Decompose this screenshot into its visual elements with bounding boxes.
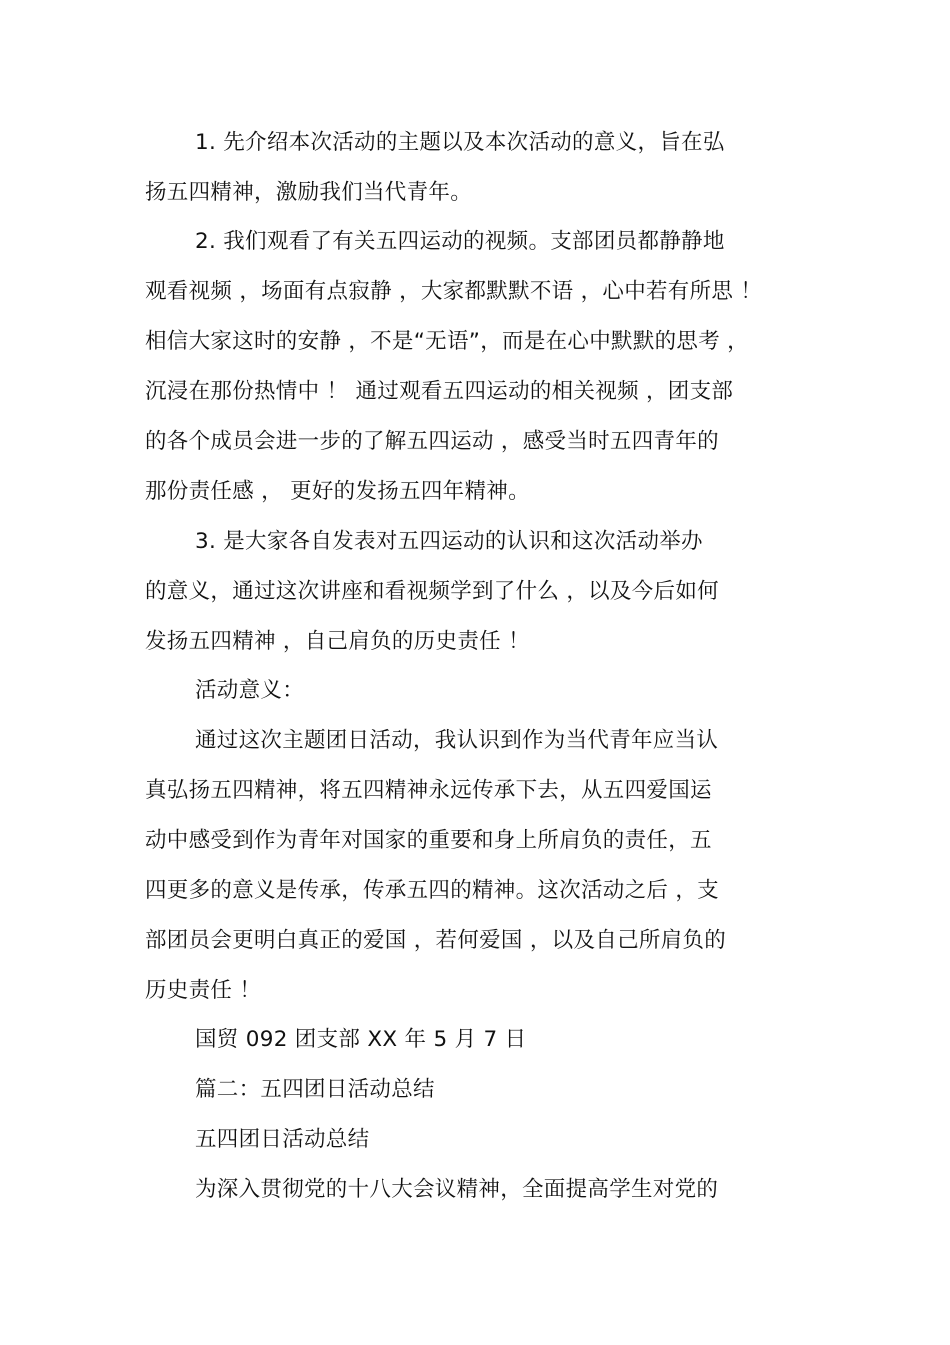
signature-date: 国贸 092 团支部 XX 年 5 月 7 日 <box>195 1027 527 1052</box>
section-title-part-two: 篇二：五四团日活动总结 <box>195 1077 435 1102</box>
section-heading-significance: 活动意义： <box>195 678 305 703</box>
paragraph-3-line-1: 3. 是大家各自发表对五四运动的认识和这次活动举办 <box>195 529 703 554</box>
paragraph-4-line-5: 部团员会更明白真正的爱国 ，若何爱国 ，以及自己所肩负的 <box>145 928 727 953</box>
paragraph-3-line-3: 发扬五四精神 ，自己肩负的历史责任 ！ <box>145 629 530 654</box>
paragraph-2-line-6: 那份责任感 ， 更好的发扬五四年精神。 <box>145 479 530 504</box>
paragraph-2-line-3: 相信大家这时的安静 ，不是“无语”，而是在心中默默的思考 ， <box>145 329 749 354</box>
paragraph-1-line-1: 1. 先介绍本次活动的主题以及本次活动的意义，旨在弘 <box>195 130 725 155</box>
paragraph-3-line-2: 的意义，通过这次讲座和看视频学到了什么 ，以及今后如何 <box>145 579 719 604</box>
paragraph-4-line-2: 真弘扬五四精神，将五四精神永远传承下去，从五四爱国运 <box>145 778 712 803</box>
paragraph-4-line-1: 通过这次主题团日活动，我认识到作为当代青年应当认 <box>195 728 719 753</box>
paragraph-2-line-1: 2. 我们观看了有关五四运动的视频。支部团员都静静地 <box>195 229 725 254</box>
paragraph-2-line-4: 沉浸在那份热情中 ！ 通过观看五四运动的相关视频 ，团支部 <box>145 379 734 404</box>
section-subtitle: 五四团日活动总结 <box>195 1127 370 1152</box>
paragraph-1-line-2: 扬五四精神，激励我们当代青年。 <box>145 180 473 205</box>
paragraph-2-line-2: 观看视频 ，场面有点寂静 ，大家都默默不语 ，心中若有所思 ！ <box>145 279 763 304</box>
paragraph-4-line-6: 历史责任 ！ <box>145 978 262 1003</box>
paragraph-2-line-5: 的各个成员会进一步的了解五四运动 ，感受当时五四青年的 <box>145 429 719 454</box>
paragraph-4-line-3: 动中感受到作为青年对国家的重要和身上所肩负的责任，五 <box>145 828 712 853</box>
paragraph-5-line-1: 为深入贯彻党的十八大会议精神，全面提高学生对党的 <box>195 1177 719 1202</box>
paragraph-4-line-4: 四更多的意义是传承，传承五四的精神。这次活动之后 ，支 <box>145 878 719 903</box>
